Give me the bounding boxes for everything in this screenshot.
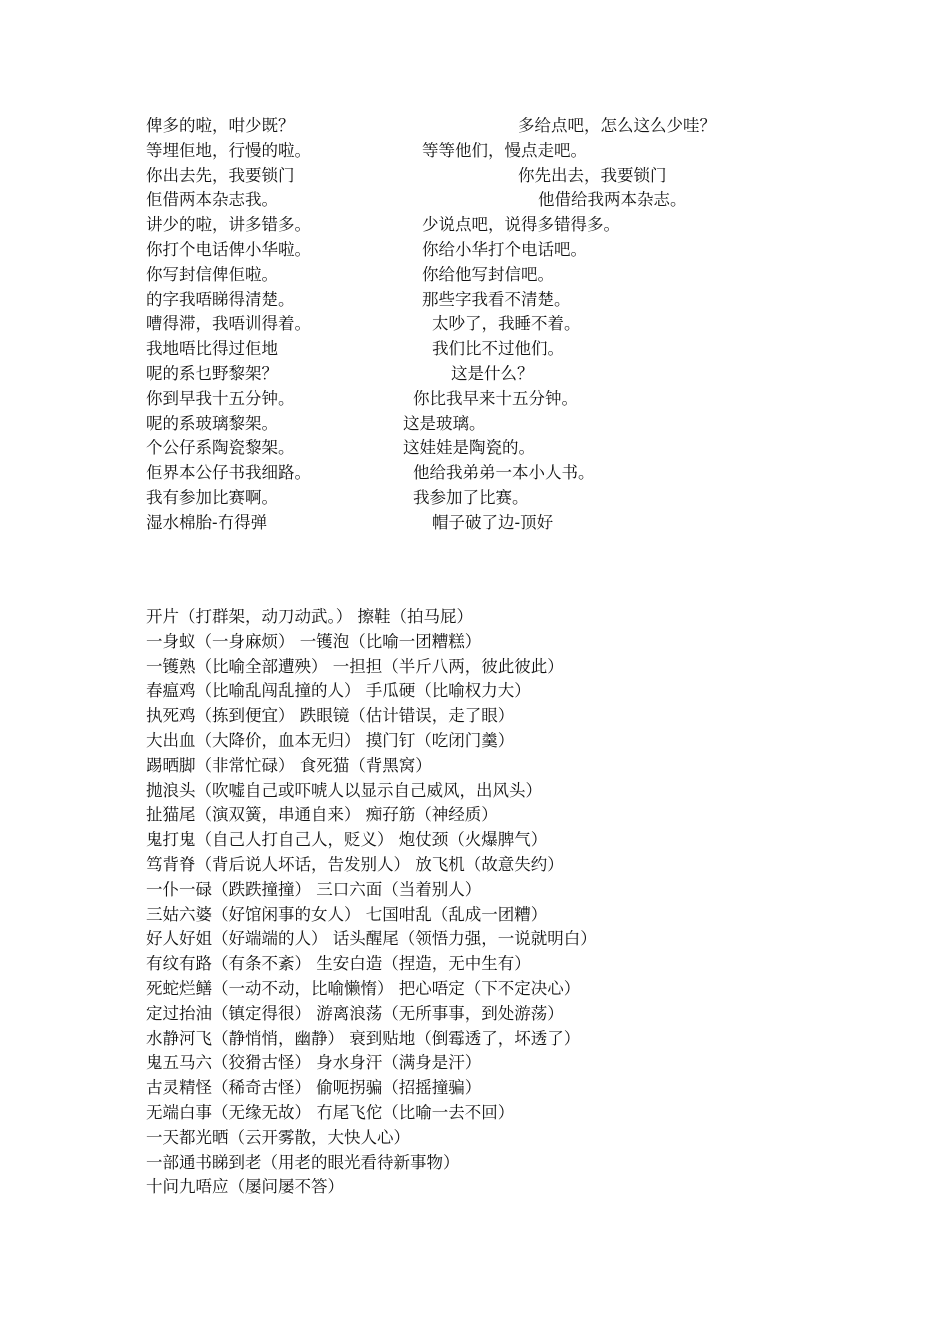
cantonese-phrase: 你出去先，我要锁门 [146,165,295,185]
idiom-line: 有纹有路（有条不紊） 生安白造（捏造，无中生有） [146,954,531,974]
cantonese-phrase: 佢界本公仔书我细路。 [146,463,311,483]
cantonese-phrase: 佢借两本杂志我。 [146,190,278,210]
idiom-line: 三姑六婆（好馆闲事的女人） 七国咁乱（乱成一团糟） [146,904,548,924]
idiom-line: 踢晒脚（非常忙碌） 食死猫（背黑窝） [146,755,432,775]
idiom-line: 一仆一碌（跌跌撞撞） 三口六面（当着别人） [146,879,482,899]
cantonese-phrase: 你写封信俾佢啦。 [146,264,278,284]
phrase-pair-row [146,436,866,461]
mandarin-phrase: 你给他写封信吧。 [422,264,554,284]
mandarin-phrase: 你先出去，我要锁门 [518,165,667,185]
idiom-line: 水静河飞（静悄悄，幽静） 衰到贴地（倒霉透了，坏透了） [146,1028,581,1048]
phrase-pair-row [146,337,866,362]
phrase-pair-row [146,312,866,337]
idiom-line: 鬼打鬼（自己人打自己人，贬义） 炮仗颈（火爆脾气） [146,830,548,850]
mandarin-phrase: 少说点吧，说得多错得多。 [422,215,620,235]
mandarin-phrase: 帽子破了边-顶好 [432,512,554,532]
phrase-pair-row [146,188,866,213]
mandarin-phrase: 这是什么？ [451,363,534,383]
mandarin-phrase: 你比我早来十五分钟。 [413,388,578,408]
idiom-line: 笃背脊（背后说人坏话，告发别人） 放飞机（故意失约） [146,854,564,874]
phrase-pair-row [146,461,866,486]
mandarin-phrase: 等等他们，慢点走吧。 [422,140,587,160]
idiom-line: 一身蚁（一身麻烦） 一镬泡（比喻一团糟糕） [146,631,482,651]
idiom-line: 大出血（大降价，血本无归） 摸门钉（吃闭门羹） [146,730,515,750]
idiom-line: 十问九唔应（屡问屡不答） [146,1177,344,1197]
idiom-line: 鬼五马六（狡猾古怪） 身水身汗（满身是汗） [146,1053,482,1073]
cantonese-phrase: 嘈得滞，我唔训得着。 [146,314,311,334]
phrase-pair-row [146,139,866,164]
mandarin-phrase: 我参加了比赛。 [413,487,529,507]
idiom-line: 一部通书睇到老（用老的眼光看待新事物） [146,1152,460,1172]
phrase-pairs [146,114,866,536]
phrase-pair-row [146,238,866,263]
cantonese-phrase: 湿水棉胎-冇得弹 [146,512,268,532]
idiom-list [146,605,866,1200]
idiom-line: 好人好姐（好端端的人） 话头醒尾（领悟力强，一说就明白） [146,929,597,949]
phrase-pair-row [146,263,866,288]
cantonese-phrase: 个公仔系陶瓷黎架。 [146,438,295,458]
mandarin-phrase: 他给我弟弟一本小人书。 [413,463,595,483]
phrase-pair-row [146,213,866,238]
idiom-line: 执死鸡（拣到便宜） 跌眼镜（估计错误，走了眼） [146,706,515,726]
mandarin-phrase: 多给点吧，怎么这么少哇？ [518,116,716,135]
cantonese-phrase: 呢的系玻璃黎架。 [146,413,278,433]
phrase-pair-row [146,288,866,313]
cantonese-phrase: 等埋佢地，行慢的啦。 [146,140,311,160]
phrase-pair-row [146,362,866,387]
idiom-line: 一天都光晒（云开雾散，大快人心） [146,1127,410,1147]
cantonese-phrase: 你打个电话俾小华啦。 [146,239,311,259]
cantonese-phrase: 的字我唔睇得清楚。 [146,289,295,309]
phrase-pair-row [146,164,866,189]
idiom-line: 扯猫尾（演双簧，串通自来） 痴孖筋（神经质） [146,805,498,825]
idiom-line: 开片（打群架，动刀动武。） 擦鞋（拍马屁） [146,607,473,626]
cantonese-phrase: 你到早我十五分钟。 [146,388,295,408]
cantonese-phrase: 讲少的啦，讲多错多。 [146,215,311,235]
cantonese-phrase: 呢的系乜野黎架？ [146,363,278,383]
idiom-line: 一镬熟（比喻全部遭殃） 一担担（半斤八两，彼此彼此） [146,656,564,676]
phrase-pair-row [146,486,866,511]
mandarin-phrase: 太吵了，我睡不着。 [432,314,581,334]
idiom-line: 死蛇烂鳝（一动不动，比喻懒惰） 把心唔定（下不定决心） [146,978,581,998]
phrase-pair-row [146,114,866,139]
idiom-line: 无端白事（无缘无故） 冇尾飞佗（比喻一去不回） [146,1102,515,1122]
phrase-pair-row [146,387,866,412]
mandarin-phrase: 你给小华打个电话吧。 [422,239,587,259]
idiom-line: 春瘟鸡（比喻乱闯乱撞的人） 手瓜硬（比喻权力大） [146,681,531,701]
phrase-pair-row [146,412,866,437]
idiom-line: 抛浪头（吹嘘自己或吓唬人以显示自己威风，出风头） [146,780,542,800]
phrase-pair-row [146,511,866,536]
mandarin-phrase: 那些字我看不清楚。 [422,289,571,309]
mandarin-phrase: 这娃娃是陶瓷的。 [403,438,535,458]
mandarin-phrase: 这是玻璃。 [403,413,486,433]
cantonese-phrase: 我地唔比得过佢地 [146,339,278,359]
idiom-line: 定过抬油（镇定得很） 游离浪荡（无所事事，到处游荡） [146,1003,564,1023]
cantonese-phrase: 我有参加比赛啊。 [146,487,278,507]
mandarin-phrase: 我们比不过他们。 [432,339,564,359]
mandarin-phrase: 他借给我两本杂志。 [538,190,687,210]
idiom-line: 古灵精怪（稀奇古怪） 偷呃拐骗（招摇撞骗） [146,1078,482,1098]
cantonese-phrase: 俾多的啦，咁少既？ [146,116,295,135]
